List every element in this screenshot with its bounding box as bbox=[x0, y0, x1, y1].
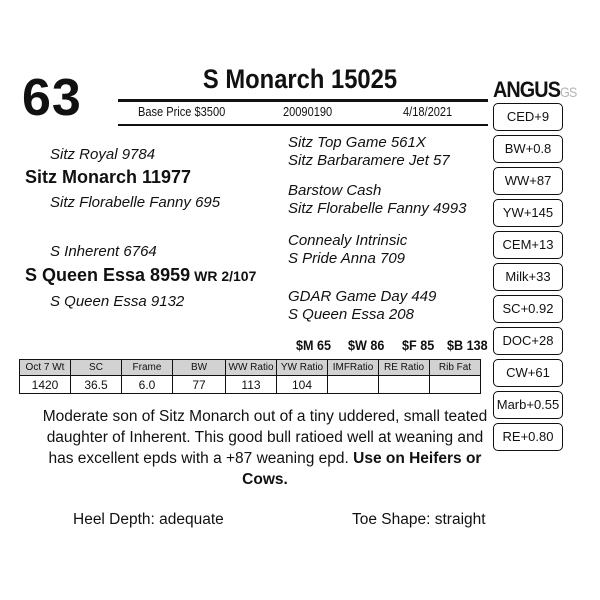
heel-depth: Heel Depth: adequate bbox=[73, 511, 224, 528]
epd-marb: Marb+0.55 bbox=[493, 391, 563, 419]
description-text: Moderate son of Sitz Monarch out of a tiny uddered, small teated daughter of Inherent. This good bull ratioed well at weaning and has excellent epds with a +87 weaning epd. bbox=[42, 408, 488, 467]
dollar-index-w: $W 86 bbox=[348, 337, 385, 353]
pedigree-dam-dam-dam: S Queen Essa 208 bbox=[288, 306, 414, 323]
value-cell bbox=[430, 376, 481, 394]
logo-main-text: ANGUS bbox=[493, 77, 561, 102]
pedigree-sire-dam-dam: Sitz Florabelle Fanny 4993 bbox=[288, 200, 467, 217]
animal-name: S Monarch 15025 bbox=[202, 64, 398, 94]
epd-cw: CW+61 bbox=[493, 359, 563, 387]
header-cell: YW Ratio bbox=[277, 360, 328, 376]
epd-re: RE+0.80 bbox=[493, 423, 563, 451]
header-cell: WW Ratio bbox=[226, 360, 277, 376]
value-cell: 104 bbox=[277, 376, 328, 394]
epd-ww: WW+87 bbox=[493, 167, 563, 195]
value-cell bbox=[328, 376, 379, 394]
header-cell: SC bbox=[71, 360, 122, 376]
pedigree-dam-line bbox=[25, 265, 256, 286]
registration-number: 20090190 bbox=[283, 104, 333, 119]
header-cell: RE Ratio bbox=[379, 360, 430, 376]
toe-shape: Toe Shape: straight bbox=[352, 511, 486, 528]
epd-cem: CEM+13 bbox=[493, 231, 563, 259]
header-cell: Frame bbox=[122, 360, 173, 376]
pedigree-sire-dam: Sitz Florabelle Fanny 695 bbox=[50, 194, 221, 211]
value-cell: 113 bbox=[226, 376, 277, 394]
header-cell: IMFRatio bbox=[328, 360, 379, 376]
angus-gs-logo bbox=[493, 77, 576, 103]
sub-info-bar bbox=[118, 99, 488, 126]
performance-value-row bbox=[20, 376, 481, 394]
header-cell: Rib Fat bbox=[430, 360, 481, 376]
pedigree-sire-dam-sire: Barstow Cash bbox=[288, 182, 382, 199]
epd-yw: YW+145 bbox=[493, 199, 563, 227]
header-cell: Oct 7 Wt bbox=[20, 360, 71, 376]
value-cell bbox=[379, 376, 430, 394]
value-cell: 36.5 bbox=[71, 376, 122, 394]
header-cell: BW bbox=[173, 360, 226, 376]
pedigree-dam-sire: S Inherent 6764 bbox=[50, 243, 157, 260]
pedigree-dam: S Queen Essa 8959 bbox=[25, 265, 191, 285]
dollar-index-m: $M 65 bbox=[296, 337, 332, 353]
pedigree-sire-sire: Sitz Royal 9784 bbox=[50, 146, 156, 163]
description-recommendation: Use on Heifers or Cows. bbox=[242, 450, 482, 488]
dam-weaning-ratio: WR 2/107 bbox=[194, 268, 257, 284]
pedigree-sire-sire-sire: Sitz Top Game 561X bbox=[288, 134, 426, 151]
base-price: Base Price $3500 bbox=[138, 104, 226, 119]
epd-ced: CED+9 bbox=[493, 103, 563, 131]
epd-doc: DOC+28 bbox=[493, 327, 563, 355]
epd-bw: BW+0.8 bbox=[493, 135, 563, 163]
pedigree-sire: Sitz Monarch 11977 bbox=[25, 167, 192, 187]
description bbox=[40, 406, 490, 490]
pedigree-dam-sire-sire: Connealy Intrinsic bbox=[288, 232, 408, 249]
pedigree-dam-dam-sire: GDAR Game Day 449 bbox=[288, 288, 437, 305]
epd-sc: SC+0.92 bbox=[493, 295, 563, 323]
pedigree-dam-dam: S Queen Essa 9132 bbox=[50, 293, 185, 310]
epd-column bbox=[493, 103, 563, 455]
birth-date: 4/18/2021 bbox=[403, 104, 453, 119]
pedigree-dam-sire-dam: S Pride Anna 709 bbox=[288, 250, 406, 267]
performance-table bbox=[19, 359, 481, 394]
dollar-index-b: $B 138 bbox=[447, 337, 488, 353]
performance-header-row bbox=[20, 360, 481, 376]
lot-number: 63 bbox=[22, 69, 82, 127]
dollar-index-f: $F 85 bbox=[402, 337, 435, 353]
value-cell: 77 bbox=[173, 376, 226, 394]
logo-suffix-text: GS bbox=[560, 84, 577, 100]
epd-milk: Milk+33 bbox=[493, 263, 563, 291]
pedigree-sire-sire-dam: Sitz Barbaramere Jet 57 bbox=[288, 152, 450, 169]
value-cell: 1420 bbox=[20, 376, 71, 394]
value-cell: 6.0 bbox=[122, 376, 173, 394]
